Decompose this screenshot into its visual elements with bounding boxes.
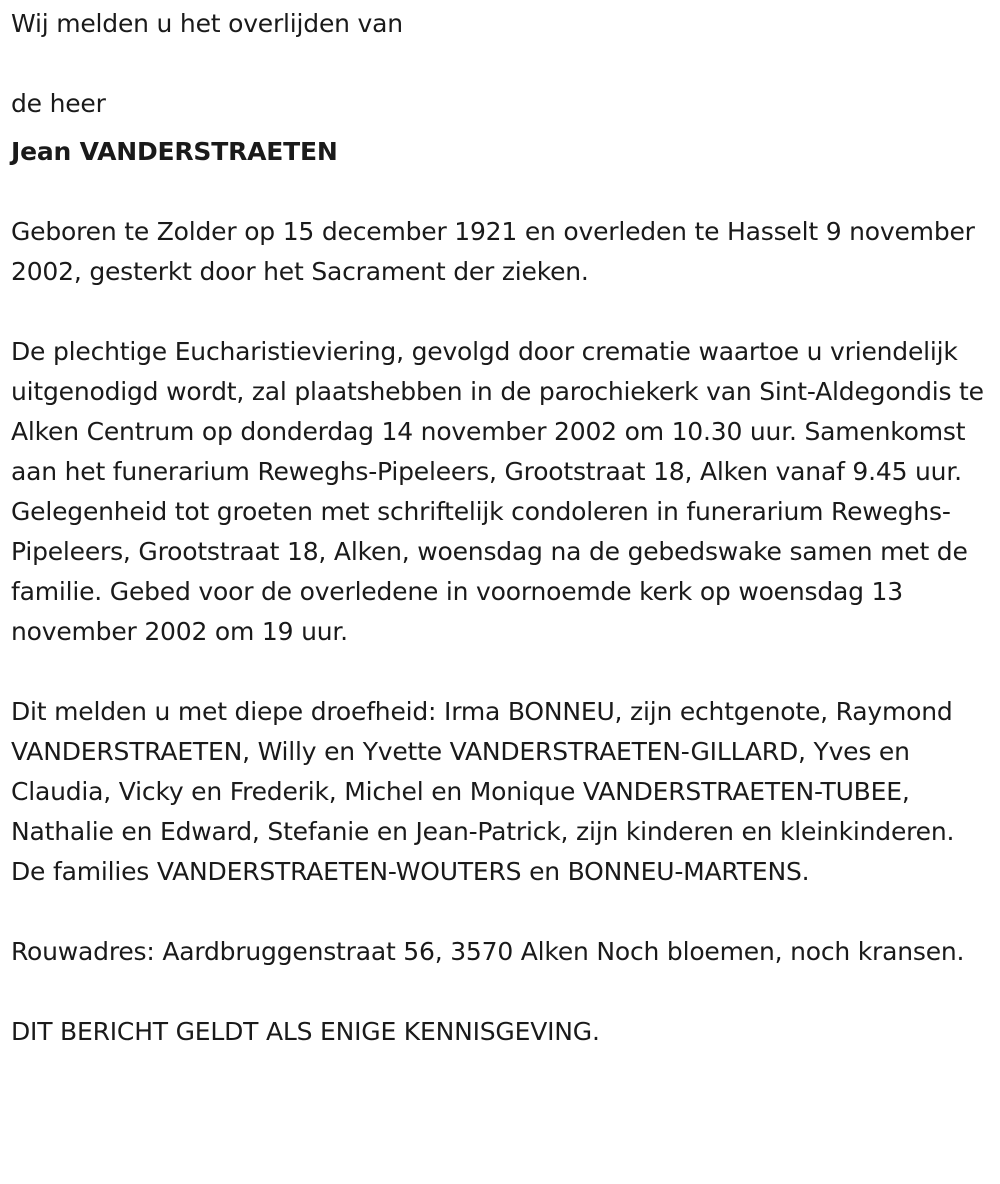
- spacer: [11, 652, 991, 692]
- spacer: [11, 972, 991, 1012]
- spacer: [11, 292, 991, 332]
- ceremony-paragraph: De plechtige Eucharistieviering, gevolgd door crematie waartoe u vriendelijk uitgenodigd wordt, zal plaatshebben in de parochiekerk van Sint-Aldegondis te Alken Centrum op donderdag 14 november 2002 om 10.30 uur. Samenkomst aan het funerarium Reweghs-Pipeleers, Grootstraat 18, Alken vanaf 9.45 uur. Gelegenheid tot groeten met schriftelijk condoleren in funerarium Reweghs-Pipeleers, Grootstraat 18, Alken, woensdag na de gebedswake samen met de familie. Gebed voor de overledene in voornoemde kerk op woensdag 13 november 2002 om 19 uur.: [11, 337, 984, 646]
- spacer: [11, 172, 991, 212]
- birth-death-paragraph: Geboren te Zolder op 15 december 1921 en overleden te Hasselt 9 november 2002, gesterkt door het Sacrament der zieken.: [11, 217, 975, 286]
- intro-line: Wij melden u het overlijden van: [11, 9, 403, 38]
- deceased-name: Jean VANDERSTRAETEN: [11, 137, 338, 166]
- spacer: [11, 892, 991, 932]
- honorific: de heer: [11, 89, 106, 118]
- spacer: [11, 44, 991, 84]
- address-paragraph: Rouwadres: Aardbruggenstraat 56, 3570 Alken Noch bloemen, noch kransen.: [11, 937, 965, 966]
- notice-line: DIT BERICHT GELDT ALS ENIGE KENNISGEVING.: [11, 1017, 600, 1046]
- obituary-document: [11, 4, 991, 1052]
- family-paragraph: Dit melden u met diepe droefheid: Irma BONNEU, zijn echtgenote, Raymond VANDERSTRAETEN, Willy en Yvette VANDERSTRAETEN-GILLARD, Yves en Claudia, Vicky en Frederik, Michel en Monique VANDERSTRAETEN-TUBEE, Nathalie en Edward, Stefanie en Jean-Patrick, zijn kinderen en kleinkinderen. De families VANDERSTRAETEN-WOUTERS en BONNEU-MARTENS.: [11, 697, 955, 886]
